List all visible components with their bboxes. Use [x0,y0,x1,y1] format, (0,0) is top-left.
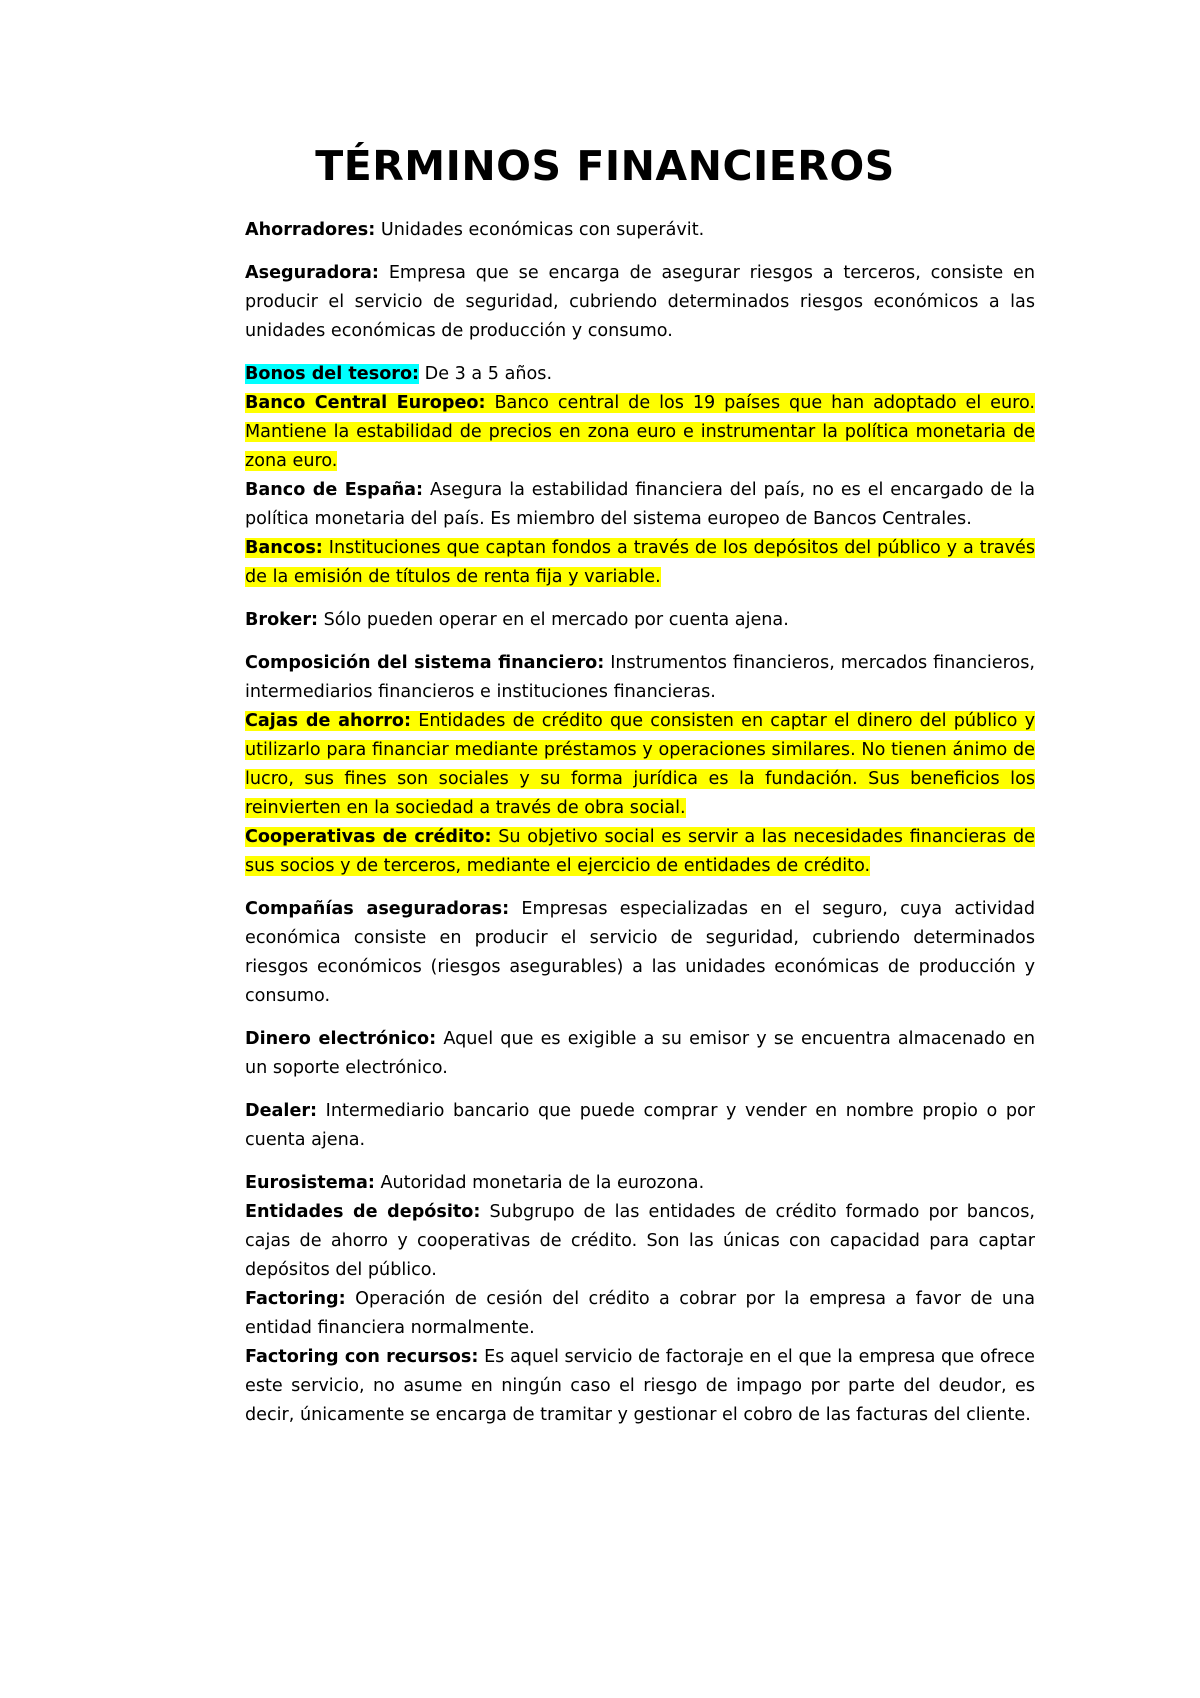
glossary-entry [245,895,1035,1011]
glossary-definition: Instrumentos financieros, mercados financieros, intermediarios financieros e instituciones financieras. [245,653,1035,702]
glossary-entry [245,1285,1035,1343]
glossary-definition: Operación de cesión del crédito a cobrar por la empresa a favor de una entidad financiera normalmente. [245,1289,1035,1338]
glossary-term: Composición del sistema financiero: [245,653,605,673]
glossary-term: Compañías aseguradoras: [245,899,510,919]
glossary-term: Entidades de depósito: [245,1202,481,1222]
glossary-definition: Es aquel servicio de factoraje en el que la empresa que ofrece este servicio, no asume en ningún caso el riesgo de impago por parte del deudor, es decir, únicamente se encarga de tramitar y gestionar el cobro de las facturas del cliente. [245,1347,1035,1425]
glossary-definition: Intermediario bancario que puede comprar y vender en nombre propio o por cuenta ajena. [245,1101,1035,1150]
glossary-entry [245,1097,1035,1155]
glossary-term: Bancos: [245,538,323,558]
glossary-definition: Su objetivo social es servir a las necesidades financieras de sus socios y de terceros, mediante el ejercicio de entidades de crédito. [245,827,1035,876]
glossary-definition: Asegura la estabilidad financiera del país, no es el encargado de la política monetaria del país. Es miembro del sistema europeo de Bancos Centrales. [245,480,1035,529]
glossary-term: Factoring: [245,1289,346,1309]
glossary-entry [245,389,1035,476]
glossary-term: Cooperativas de crédito: [245,827,492,847]
glossary-entry [245,360,1035,389]
glossary-term: Factoring con recursos: [245,1347,479,1367]
glossary-term: Banco de España: [245,480,424,500]
glossary-entry [245,216,1035,245]
glossary-definition: De 3 a 5 años. [419,364,553,384]
glossary-definition: Banco central de los 19 países que han adoptado el euro. Mantiene la estabilidad de precios en zona euro e instrumentar la política monetaria de zona euro. [245,393,1036,471]
glossary-definition: Instituciones que captan fondos a través de los depósitos del público y a través de la emisión de títulos de renta fija y variable. [245,538,1035,587]
glossary-entry [245,1169,1035,1198]
glossary-definition: Empresas especializadas en el seguro, cuya actividad económica consiste en producir el servicio de seguridad, cubriendo determinados riesgos económicos (riesgos asegurables) a las unidades económicas de producción y consumo. [245,899,1035,1006]
glossary-entry [245,1198,1035,1285]
glossary-entry [245,1343,1035,1430]
glossary-definition: Sólo pueden operar en el mercado por cuenta ajena. [318,610,789,630]
glossary-definition: Autoridad monetaria de la eurozona. [374,1173,705,1193]
glossary-term: Eurosistema: [245,1173,375,1193]
glossary-definition: Unidades económicas con superávit. [375,220,705,240]
glossary-list [245,216,1035,1430]
glossary-term: Cajas de ahorro: [245,711,412,731]
glossary-entry [245,649,1035,707]
glossary-entry [245,606,1035,635]
glossary-definition: Subgrupo de las entidades de crédito formado por bancos, cajas de ahorro y cooperativas de crédito. Son las únicas con capacidad para captar depósitos del público. [245,1202,1035,1280]
document-title: TÉRMINOS FINANCIEROS [315,142,895,190]
glossary-term: Dinero electrónico: [245,1029,437,1049]
glossary-term: Banco Central Europeo: [245,393,486,413]
glossary-entry [245,823,1035,881]
glossary-term: Ahorradores: [245,220,376,240]
glossary-definition: Entidades de crédito que consisten en captar el dinero del público y utilizarlo para financiar mediante préstamos y operaciones similares. No tienen ánimo de lucro, sus fines son sociales y su forma jurídica es la fundación. Sus beneficios los reinvierten en la sociedad a través de obra social. [245,711,1035,818]
glossary-definition: Empresa que se encarga de asegurar riesgos a terceros, consiste en producir el servicio de seguridad, cubriendo determinados riesgos económicos a las unidades económicas de producción y consumo. [245,263,1035,341]
glossary-entry [245,707,1035,823]
glossary-term: Bonos del tesoro: [245,364,420,384]
glossary-term: Dealer: [245,1101,318,1121]
glossary-entry [245,1025,1035,1083]
glossary-term: Broker: [245,610,319,630]
glossary-entry [245,259,1035,346]
glossary-entry [245,476,1035,534]
glossary-definition: Aquel que es exigible a su emisor y se encuentra almacenado en un soporte electrónico. [245,1029,1035,1078]
glossary-entry [245,534,1035,592]
glossary-term: Aseguradora: [245,263,379,283]
